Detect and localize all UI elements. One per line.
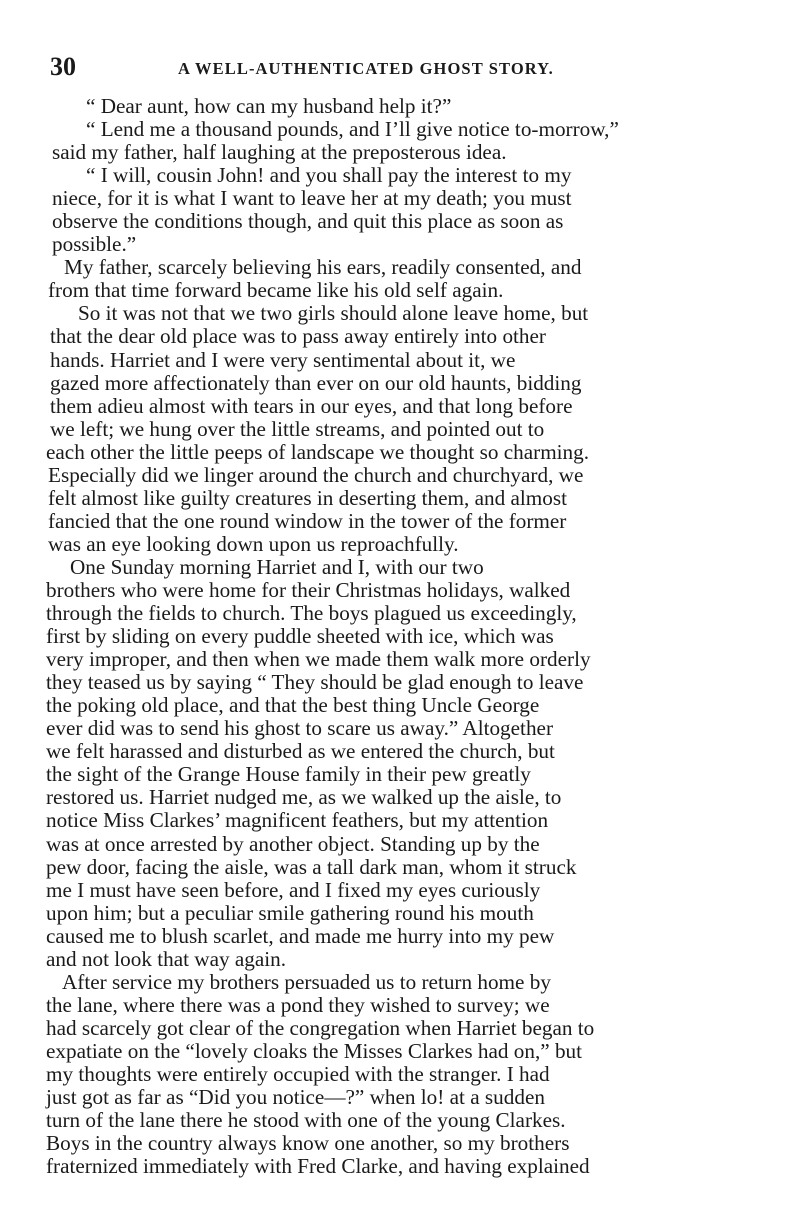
text-line: the poking old place, and that the best thing Uncle George [46,693,540,718]
text-line: turn of the lane there he stood with one of the young Clarkes. [46,1108,566,1133]
running-head [50,52,730,82]
text-line: So it was not that we two girls should alone leave home, but [78,301,589,326]
text-line: Boys in the country always know one another, so my brothers [46,1131,570,1156]
text-line: restored us. Harriet nudged me, as we walked up the aisle, to [46,785,562,810]
running-title: A WELL-AUTHENTICATED GHOST STORY. [178,59,554,78]
text-line: “ Lend me a thousand pounds, and I’ll give notice to-morrow,” [86,117,619,142]
text-line: the sight of the Grange House family in their pew greatly [46,762,531,787]
text-line: gazed more affectionately than ever on our old haunts, bidding [50,370,582,395]
text-line: caused me to blush scarlet, and made me hurry into my pew [46,923,555,948]
text-line: niece, for it is what I want to leave her at my death; you must [52,186,572,211]
text-line: was an eye looking down upon us reproachfully. [48,531,459,556]
text-line: felt almost like guilty creatures in deserting them, and almost [48,485,567,510]
text-line: notice Miss Clarkes’ magnificent feathers, but my attention [46,808,549,833]
text-line: fancied that the one round window in the tower of the former [48,508,567,533]
text-line: After service my brothers persuaded us to return home by [62,969,551,994]
text-line: first by sliding on every puddle sheeted with ice, which was [46,624,554,649]
text-line: hands. Harriet and I were very sentimental about it, we [50,347,516,372]
text-line: them adieu almost with tears in our eyes, and that long before [50,393,573,418]
text-line: upon him; but a peculiar smile gathering round his mouth [46,900,534,925]
text-line: we felt harassed and disturbed as we entered the church, but [46,739,555,764]
text-line: me I must have seen before, and I fixed my eyes curiously [46,877,541,902]
text-line: possible.” [52,232,137,257]
text-line: that the dear old place was to pass away entirely into other [50,324,546,349]
body-text [46,95,736,1178]
text-line: we left; we hung over the little streams, and pointed out to [50,416,545,441]
text-line: my thoughts were entirely occupied with the stranger. I had [46,1061,550,1086]
text-line: through the fields to church. The boys plagued us exceedingly, [46,601,577,626]
text-line: just got as far as “Did you notice—?” when lo! at a sudden [46,1085,545,1110]
text-line: and not look that way again. [46,946,287,971]
text-line: expatiate on the “lovely cloaks the Misses Clarkes had on,” but [46,1038,583,1063]
text-line: said my father, half laughing at the preposterous idea. [52,140,507,165]
text-line: they teased us by saying “ They should be glad enough to leave [46,670,584,695]
text-line: My father, scarcely believing his ears, readily consented, and [64,255,582,280]
text-line: each other the little peeps of landscape we thought so charming. [46,439,590,464]
text-line: “ Dear aunt, how can my husband help it?” [86,94,452,118]
text-line: observe the conditions though, and quit this place as soon as [52,209,564,234]
text-line: the lane, where there was a pond they wished to survey; we [46,992,550,1017]
text-line: fraternized immediately with Fred Clarke, and having explained [46,1154,590,1179]
text-line: Especially did we linger around the church and churchyard, we [48,462,584,487]
text-line: was at once arrested by another object. Standing up by the [46,831,540,856]
text-line: brothers who were home for their Christmas holidays, walked [46,577,571,602]
text-line: “ I will, cousin John! and you shall pay the interest to my [86,163,572,188]
text-line: had scarcely got clear of the congregation when Harriet began to [46,1015,595,1040]
text-line: One Sunday morning Harriet and I, with our two [70,554,484,579]
text-line: pew door, facing the aisle, was a tall dark man, whom it struck [46,854,577,879]
text-line: very improper, and then when we made them walk more orderly [46,647,591,672]
text-line: ever did was to send his ghost to scare us away.” Altogether [46,716,553,741]
text-line: from that time forward became like his old self again. [48,278,504,303]
page-number: 30 [50,52,76,81]
